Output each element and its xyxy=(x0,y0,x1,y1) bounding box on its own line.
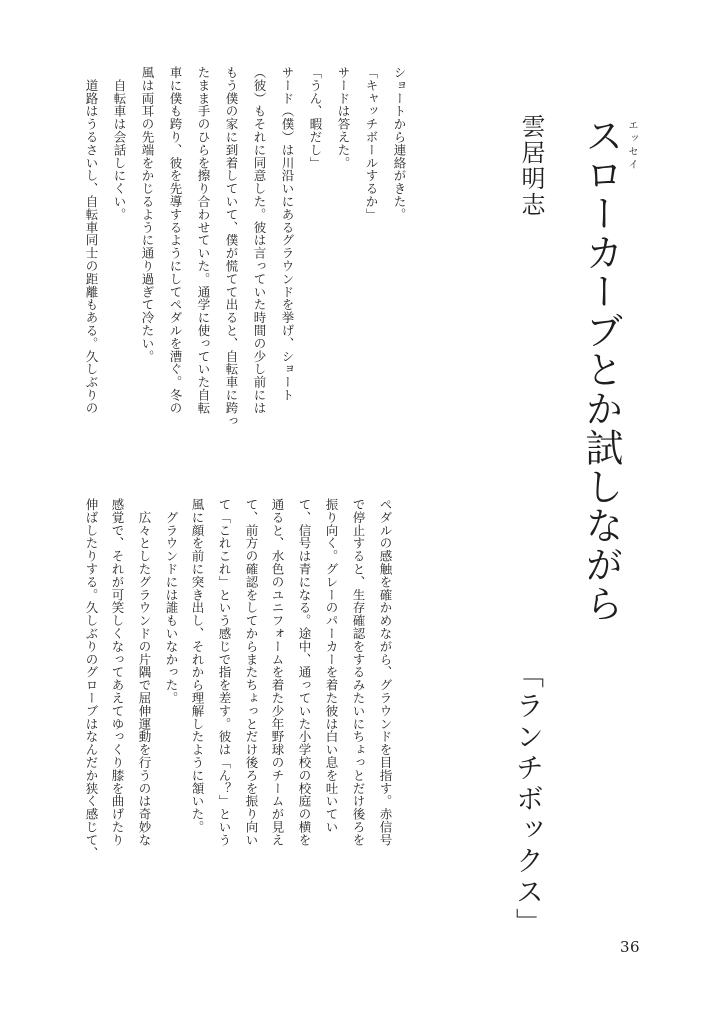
text-line: （彼）もそれに同意した。彼は言っていた時間の少し前には xyxy=(252,66,267,415)
text-line: 道路はうるさいし、自転車同士の距離もある。久しぶりの xyxy=(84,66,99,415)
text-line: たまま手のひらを擦り合わせていた。通学に使っていた自転 xyxy=(196,66,211,415)
text-line: で停止すると、生存確認をするみたいにちょっとだけ後ろを xyxy=(351,498,366,847)
text-line: グラウンドには誰もいなかった。 xyxy=(164,498,179,705)
essay-title: スローカーブとか試しながら xyxy=(579,116,623,623)
text-line: て、前方の確認をしてからまたちょっとだけ後ろを振り向い xyxy=(244,498,259,847)
text-line: 自転車は会話しにくい。 xyxy=(112,66,127,221)
text-line: もう僕の家に到着していて、僕が慌てて出ると、自転車に跨っ xyxy=(224,66,239,428)
category-ruby: エッセイ xyxy=(626,120,637,172)
text-line: 振り向く。グレーのパーカーを着た彼は白い息を吐いてい xyxy=(324,498,339,834)
author-name: 雲居明志 xyxy=(517,114,545,218)
text-line: て「これこれ」という感じで指を差す。彼は「ん？」という xyxy=(217,498,232,847)
text-line: ショートから連絡がきた。 xyxy=(392,66,407,221)
text-line: 感覚で、それが可笑しくなってあえてゆっくり膝を曲げたり xyxy=(110,498,125,847)
text-line: 通ると、水色のユニフォームを着た少年野球のチームが見え xyxy=(270,498,285,847)
text-line: 「うん、暇だし」 xyxy=(308,66,323,170)
text-line: サード（僕）は川沿いにあるグラウンドを挙げ、ショート xyxy=(280,66,295,402)
text-line: 風は両耳の先端をかじるように通り過ぎて冷たい。 xyxy=(140,66,155,363)
page-number: 36 xyxy=(620,938,641,956)
text-line: サードは答えた。 xyxy=(336,66,351,170)
text-line: 「キャッチボールするか」 xyxy=(364,66,379,221)
upper-text-block xyxy=(86,66,408,448)
text-line: て、信号は青になる。途中、通っていた小学校の校庭の横を xyxy=(297,498,312,847)
lower-text-block xyxy=(86,498,394,906)
essay-subtitle: 「ランチボックス」 xyxy=(512,660,545,939)
text-line: 広々としたグラウンドの片隅で屈伸運動を行うのは奇妙な xyxy=(137,498,152,847)
text-line: ペダルの感触を確かめながら、グラウンドを目指す。赤信号 xyxy=(378,498,393,847)
text-line: 風に顔を前に突き出し、それから理解したように頷いた。 xyxy=(190,498,205,834)
text-line: 伸ばしたりする。久しぶりのグローブはなんだか狭く感じて、 xyxy=(84,498,99,860)
text-line: 車に僕も跨り、彼を先導するようにしてペダルを漕ぐ。冬の xyxy=(168,66,183,415)
